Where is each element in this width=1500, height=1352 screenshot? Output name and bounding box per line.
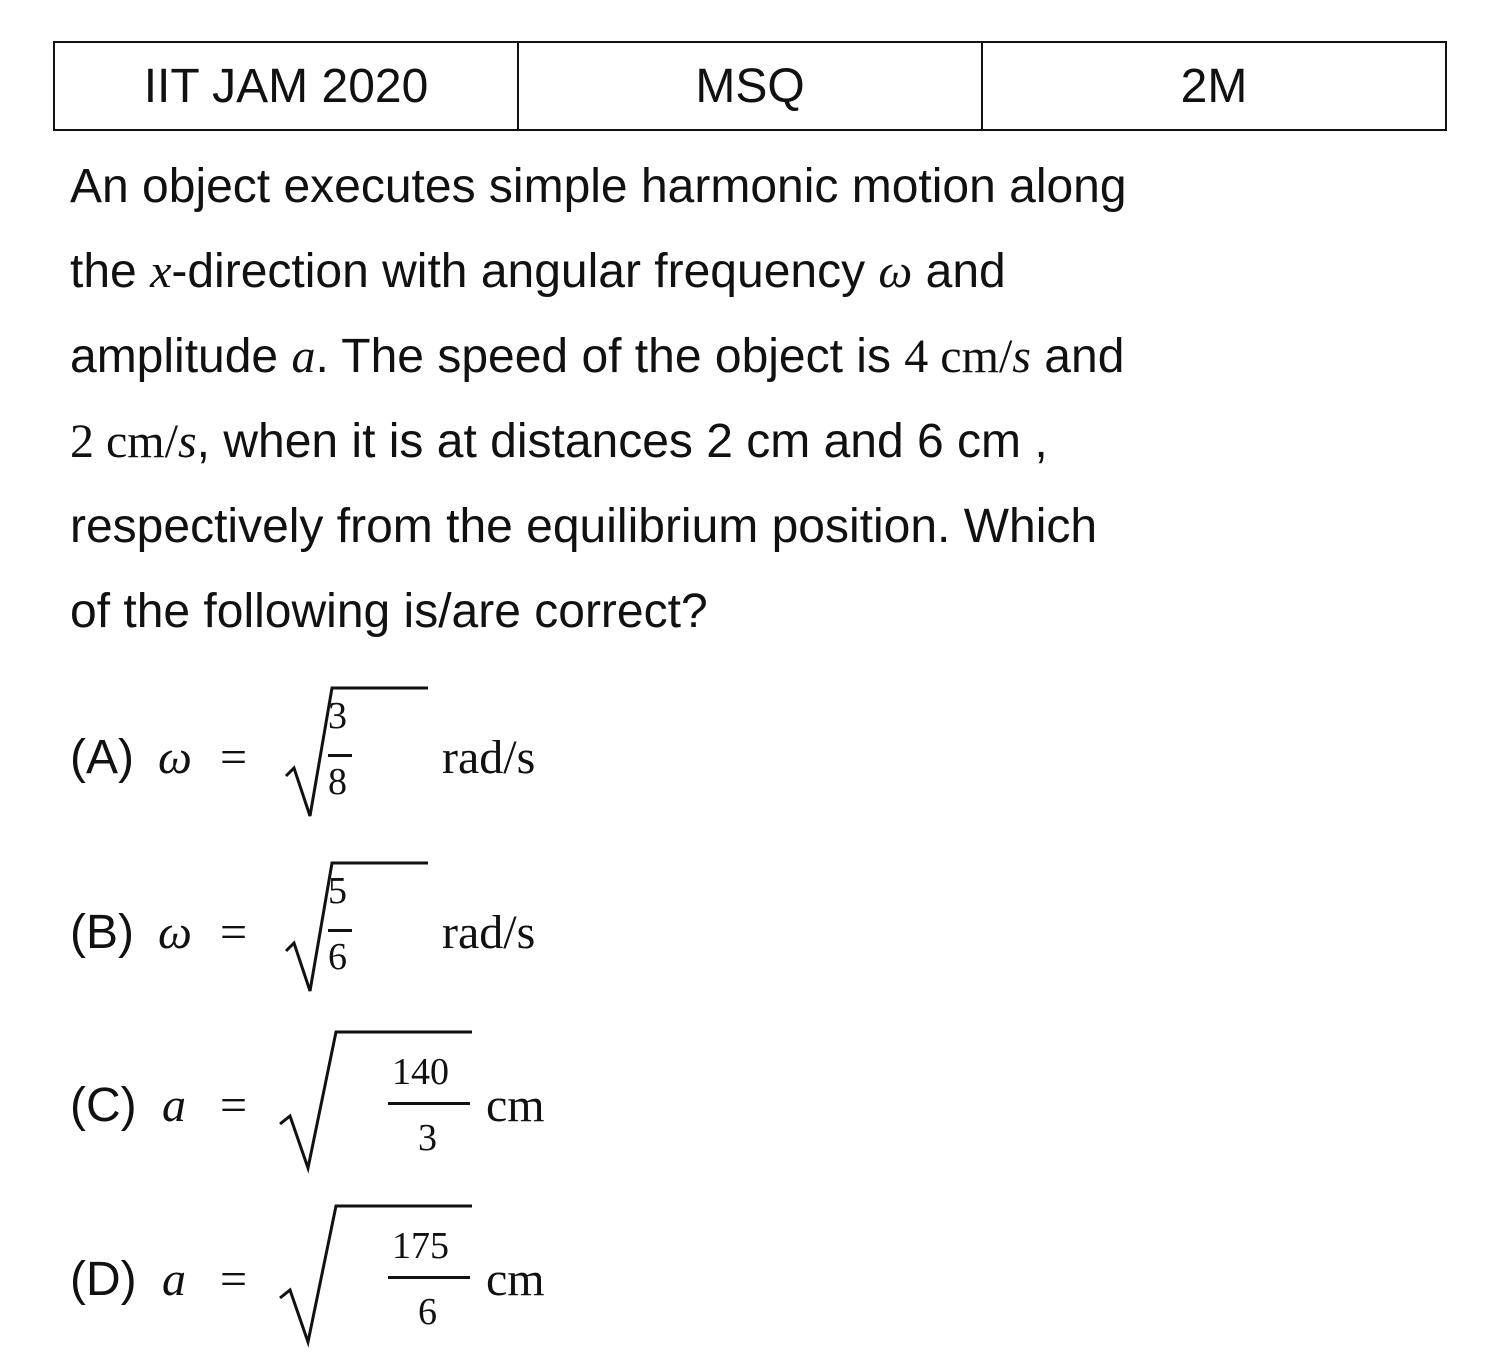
fraction-denominator: 3: [418, 1117, 437, 1159]
header-table: [53, 41, 1447, 131]
option-label: (D): [70, 1253, 137, 1306]
fraction-denominator: 8: [328, 761, 347, 803]
fraction-numerator: 3: [328, 695, 347, 737]
option-variable: a: [162, 1079, 186, 1132]
option-unit: rad/s: [442, 731, 536, 784]
option-unit: rad/s: [442, 906, 536, 959]
fraction-numerator: 175: [392, 1225, 449, 1267]
option-unit: cm: [486, 1079, 545, 1132]
exam-cell: IIT JAM 2020: [54, 42, 518, 130]
fraction-numerator: 140: [392, 1051, 449, 1093]
fraction-numerator: 5: [328, 870, 347, 912]
sqrt-sign-icon: [282, 859, 432, 1005]
question-line-6: of the following is/are correct?: [70, 585, 708, 638]
question-line-4: 2 cm/s, when it is at distances 2 cm and 6 cm ,: [70, 415, 1048, 468]
fraction-bar: [388, 1276, 470, 1279]
option-label: (C): [70, 1079, 137, 1132]
equals-sign: =: [220, 1079, 248, 1132]
equals-sign: =: [220, 906, 248, 959]
question-line-1: An object executes simple harmonic motion along: [70, 160, 1127, 213]
question-line-5: respectively from the equilibrium position. Which: [70, 500, 1098, 553]
sqrt-sign-icon: [282, 684, 432, 830]
fraction-denominator: 6: [418, 1291, 437, 1333]
fraction-bar: [388, 1102, 470, 1105]
option-label: (B): [70, 906, 134, 959]
question-line-2: the x-direction with angular frequency ω and: [70, 245, 1006, 298]
option-unit: cm: [486, 1253, 545, 1306]
equals-sign: =: [220, 1253, 248, 1306]
option-variable: a: [162, 1253, 186, 1306]
fraction-denominator: 6: [328, 936, 347, 978]
fraction-bar: [328, 929, 352, 932]
equals-sign: =: [220, 731, 248, 784]
marks-cell: 2M: [982, 42, 1446, 130]
question-line-3: amplitude a. The speed of the object is 4 cm/s and: [70, 330, 1125, 383]
option-variable: ω: [158, 731, 192, 784]
fraction-bar: [328, 754, 352, 757]
option-label: (A): [70, 731, 134, 784]
question-type-cell: MSQ: [518, 42, 982, 130]
option-variable: ω: [158, 906, 192, 959]
